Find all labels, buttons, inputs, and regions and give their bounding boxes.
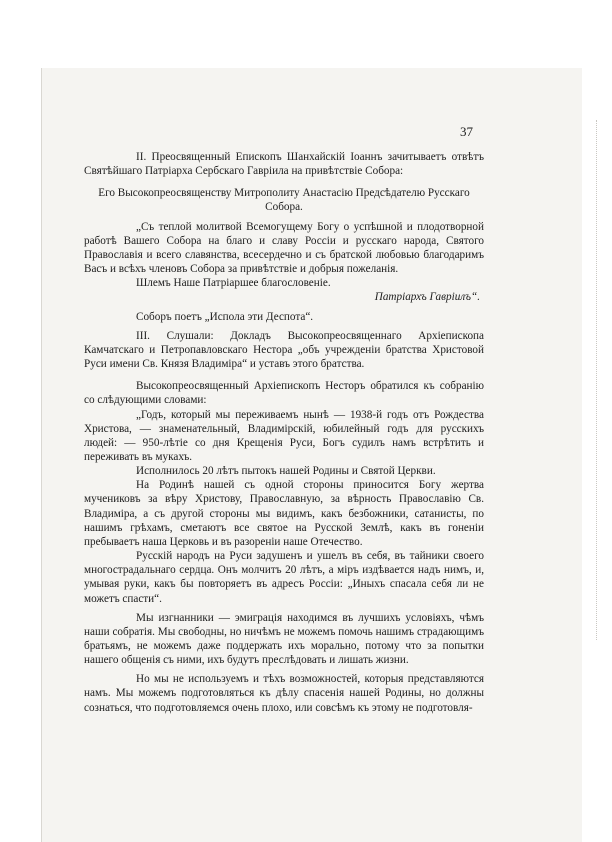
letter-address: Его Высокопреосвященству Митрополиту Анастасію Предсѣдателю Русскаго Собора. xyxy=(98,187,470,214)
speech-paragraph: На Родинѣ нашей съ одной стороны приносится Богу жертва мучениковъ за вѣру Христову, Православную, за вѣрность Православію Св. Владиміра, а съ другой стороны мы видимъ, какъ безбожники, сатанисты, по нашимъ грѣхамъ, сметаютъ все святое на Русской Землѣ, какъ въ гоненіи пребываетъ наша Церковь и въ разореніи наше Отечество. xyxy=(84,479,484,548)
speech-paragraph: Русскій народъ на Руси задушенъ и ушелъ въ себя, въ тайники своего многострадальнаго сердца. Онъ молчитъ 20 лѣтъ, а міръ издѣвается надъ нимъ, и, умывая руки, какъ бы повторяетъ въ адресъ Россіи: „Иныхъ спасала себя ли не можетъ спасти“. xyxy=(84,550,484,605)
paragraph-item-2: II. Преосвященный Епископъ Шанхайскій Іоаннъ зачитываетъ отвѣтъ Святѣйшаго Патріарха Сербскаго Гавріила на привѣтствіе Собора: xyxy=(84,151,484,178)
letter-signature: Патріархъ Гавріилъ“. xyxy=(374,291,480,304)
speech-paragraph: Мы изгнанники — эмиграція находимся въ лучшихъ условіяхъ, чѣмъ наши собратія. Мы свободны, но ничѣмъ не можемъ помочь нашимъ страдающимъ братьямъ, не можемъ даже поддержать ихъ морально, потому что за попытки нашего общенія съ ними, ихъ будутъ преслѣдовать и лишать жизни. xyxy=(84,611,484,667)
body-text xyxy=(84,150,484,715)
page-number: 37 xyxy=(460,124,473,139)
letter-blessing: Шлемъ Наше Патріаршее благословеніе. xyxy=(136,277,331,290)
paragraph-item-3: III. Слушали: Докладъ Высокопреосвященнаго Архіепископа Камчатскаго и Петропавловскаго Нестора „объ учрежденіи братства Христовой Руси имени Св. Князя Владиміра“ и уставъ этого братства. xyxy=(84,329,484,371)
speaker-intro: Высокопреосвященный Архіепископъ Несторъ обратился къ собранію со слѣдующими словами: xyxy=(84,380,484,407)
speech-paragraph: Исполнилось 20 лѣтъ пытокъ нашей Родины и Святой Церкви. xyxy=(136,465,436,478)
letter-body: „Съ теплой молитвой Всемогущему Богу о успѣшной и плодотворной работѣ Вашего Собора на благо и славу Россіи и русскаго народа, Святого Православія и всего славянства, всесердечно и съ братской любовью благодаримъ Васъ и всѣхъ членовъ Собора за привѣтствіе и добрыя пожеланія. xyxy=(84,220,484,276)
page-edge-shadow xyxy=(596,120,599,640)
speech-paragraph: „Годъ, который мы переживаемъ нынѣ — 1938-й годъ отъ Рождества Христова, — знаменательный, Владимірскій, юбилейный годъ для русскихъ людей: — 950-лѣтіе со дня Крещенія Руси, Богъ судилъ намъ встрѣтить и переживать въ мукахъ. xyxy=(84,408,484,463)
speech-paragraph: Но мы не используемъ и тѣхъ возможностей, которыя представляются намъ. Мы можемъ подготовляться къ дѣлу спасенія нашей Родины, но должны сознаться, что подготовляемся очень плохо, или совсѣмъ къ этому не подготовля- xyxy=(84,673,484,714)
choir-note: Соборъ поетъ „Испола эти Деспота“. xyxy=(136,310,314,323)
